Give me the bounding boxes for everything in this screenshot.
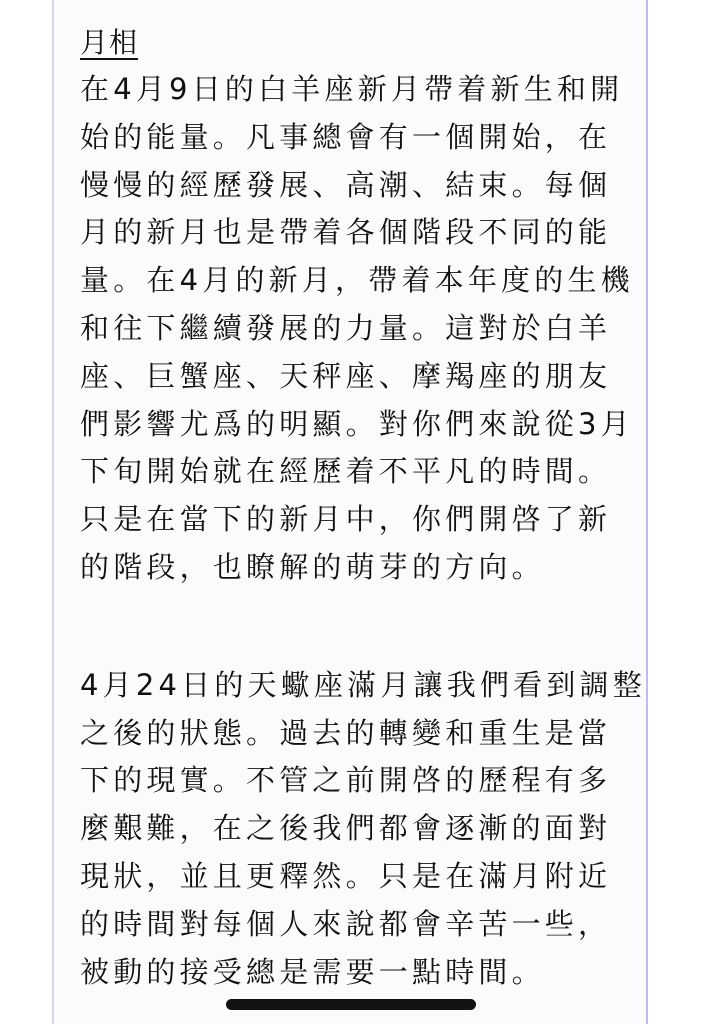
text-line: 下旬開始就在經歷着不平凡的時間。 [80, 454, 612, 489]
text-line: 和往下繼續發展的力量。這對於白羊 [80, 310, 612, 345]
text-line: 始的能量。凡事總會有一個開始，在 [80, 119, 612, 154]
paragraph-new-moon [80, 66, 634, 592]
text-line: 座、巨蟹座、天秤座、摩羯座的朋友 [80, 358, 612, 393]
text-line: 麼艱難，在之後我們都會逐漸的面對 [80, 811, 612, 846]
text-line: 被動的接受總是需要一點時間。 [80, 954, 545, 989]
text-line: 只是在當下的新月中，你們開啓了新 [80, 502, 612, 537]
text-line: 4月24日的天蠍座滿月讓我們看到調整 [80, 667, 646, 702]
text-line: 現狀，並且更釋然。只是在滿月附近 [80, 858, 612, 893]
home-indicator[interactable] [226, 999, 476, 1010]
paragraph-full-moon [80, 662, 646, 997]
text-line: 月的新月也是帶着各個階段不同的能 [80, 215, 612, 250]
section-heading: 月相 [80, 26, 139, 59]
text-line: 的階段，也瞭解的萌芽的方向。 [80, 549, 545, 584]
paragraph-spacer [80, 592, 625, 662]
text-line: 在4月9日的白羊座新月帶着新生和開 [80, 72, 624, 106]
text-line: 下的現實。不管之前開啓的歷程有多 [80, 763, 612, 798]
text-line: 之後的狀態。過去的轉變和重生是當 [80, 715, 612, 750]
text-line: 們影響尤爲的明顯。對你們來說從3月 [80, 406, 634, 441]
text-line: 的時間對每個人來說都會辛苦一些， [80, 906, 612, 941]
article-body [80, 20, 646, 996]
text-line: 慢慢的經歷發展、高潮、結束。每個 [80, 167, 612, 202]
text-line: 量。在4月的新月，帶着本年度的生機 [80, 263, 634, 298]
